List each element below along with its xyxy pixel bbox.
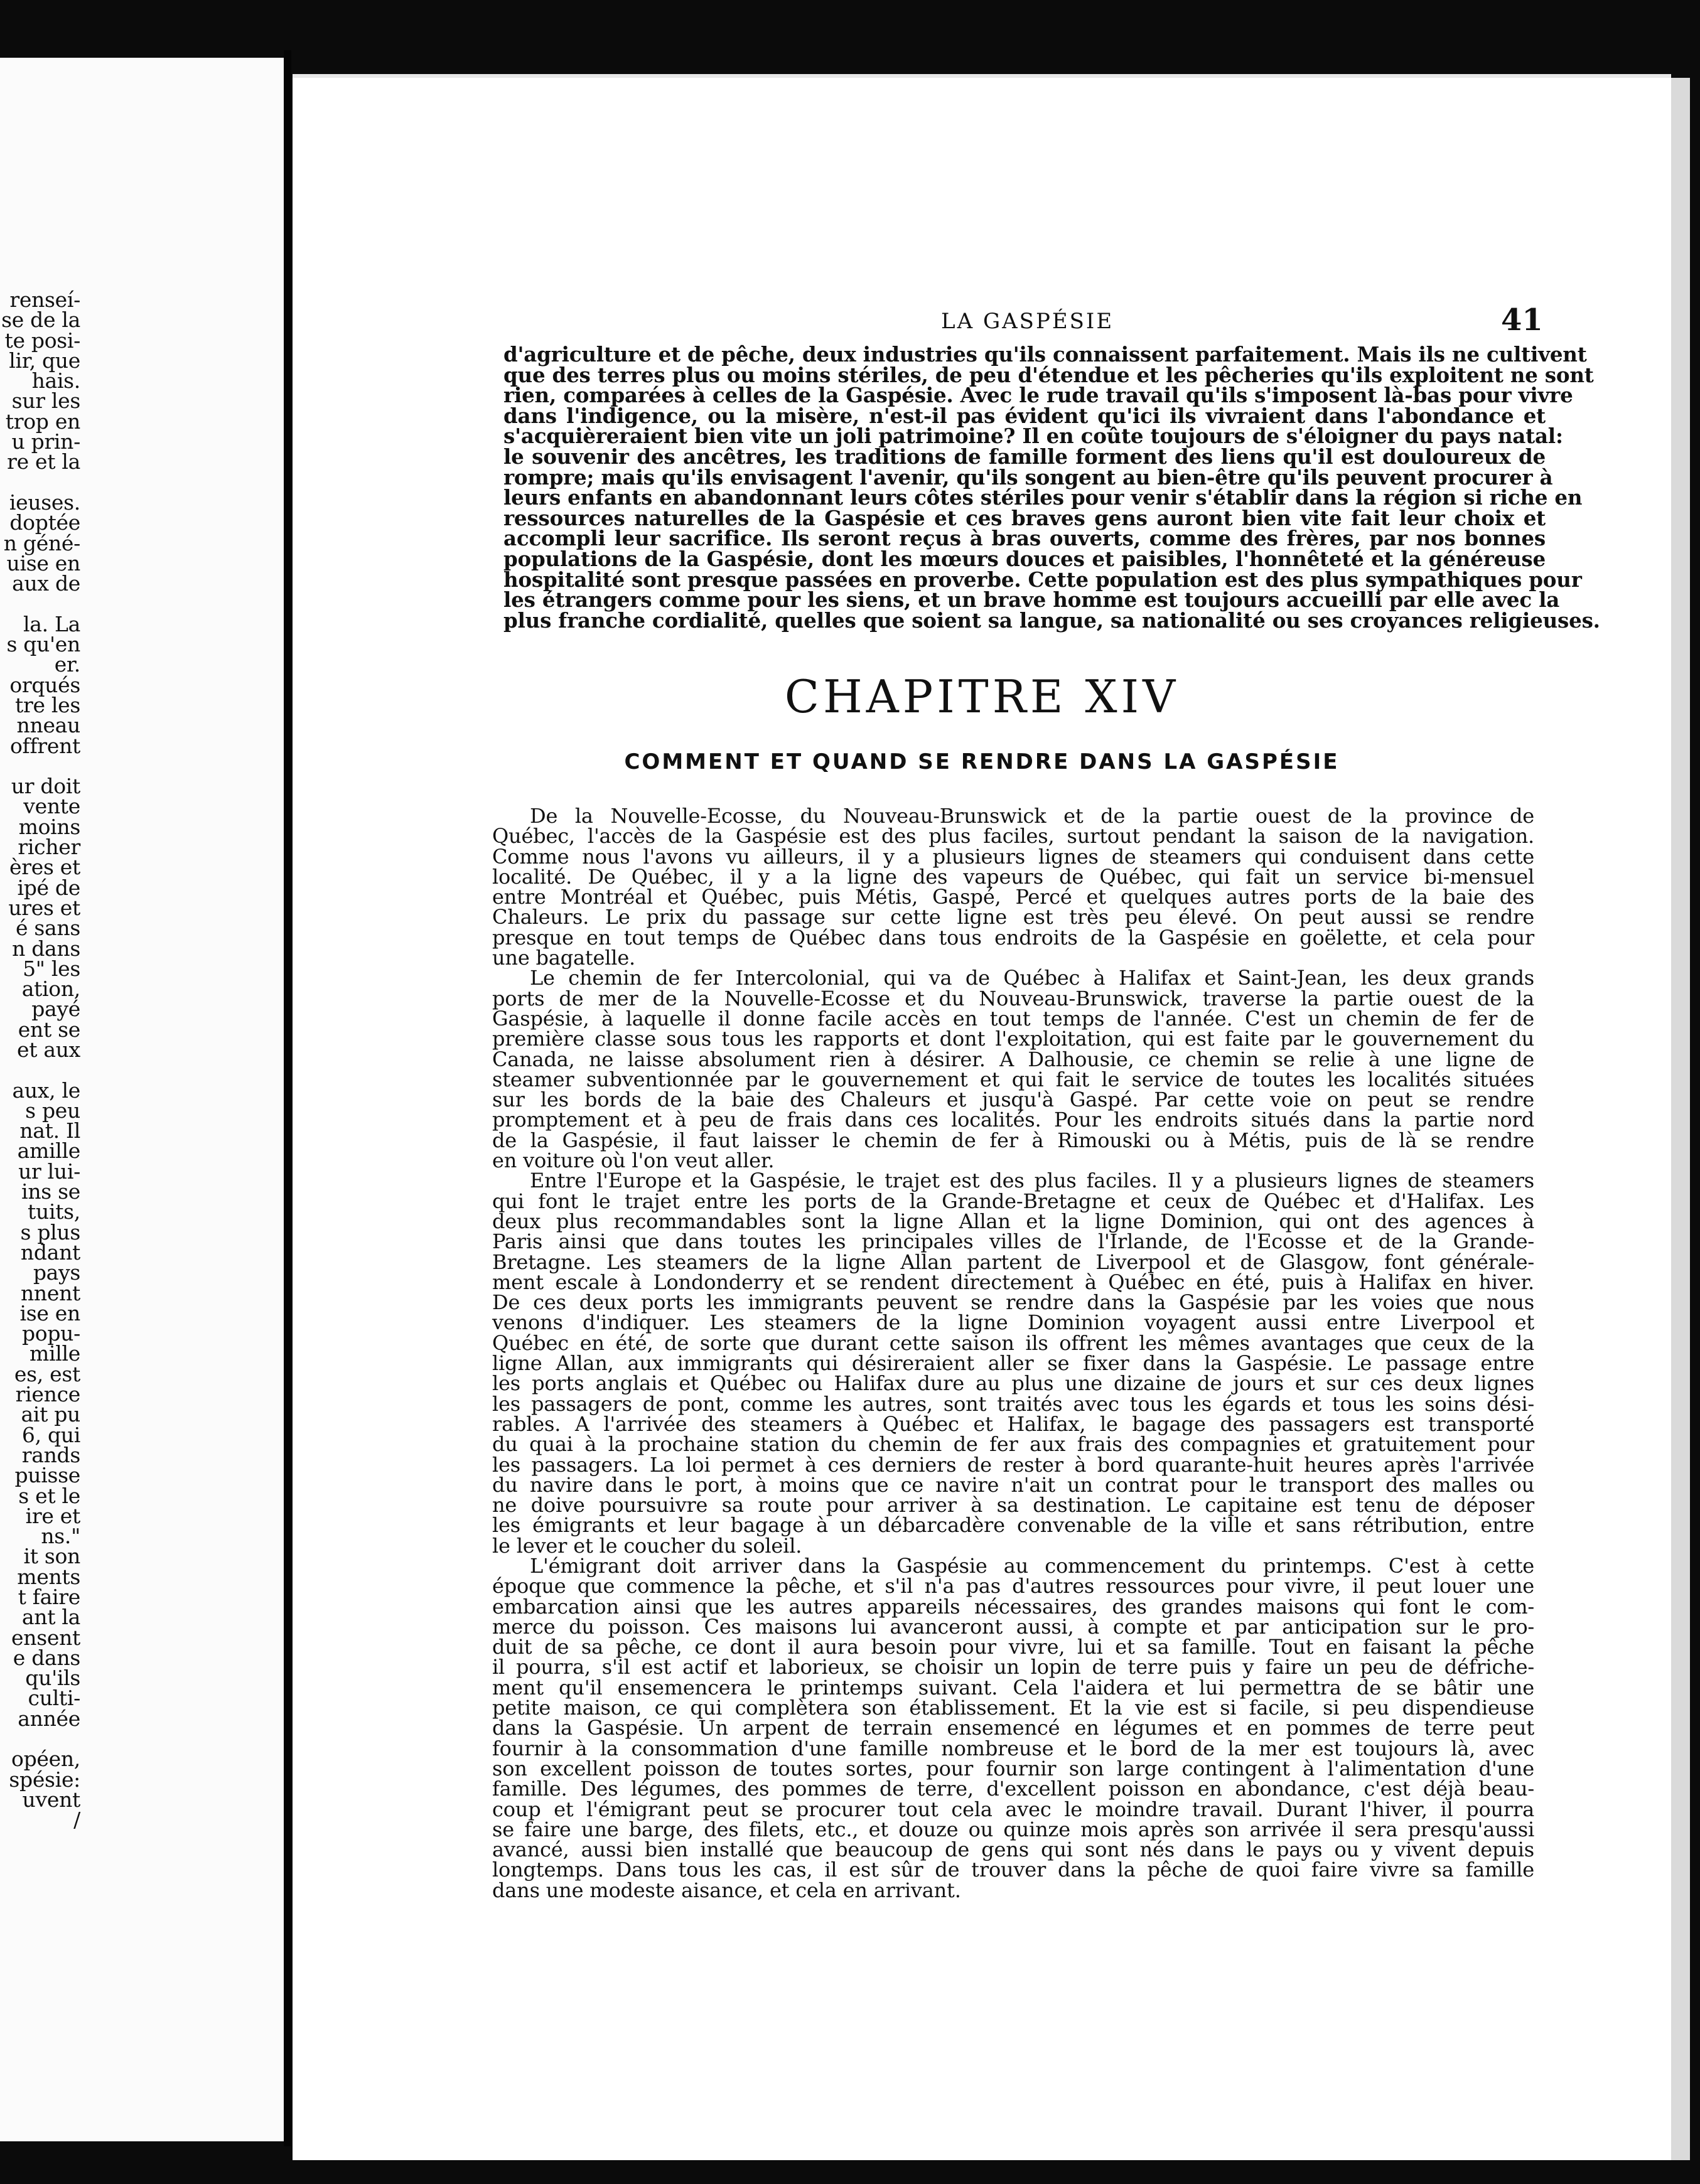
facing-page-fragment: nat. Il	[19, 1118, 80, 1143]
facing-page-fragment	[0, 1060, 80, 1080]
facing-page-fragment: trop en	[5, 409, 80, 434]
facing-page-fragment: ensent	[11, 1625, 80, 1650]
facing-page-fragment: ipé de	[17, 875, 80, 900]
paragraph-line: d'agriculture et de pêche, deux industries qu'ils connaissent parfaitement. Mais ils ne cultivent	[503, 342, 1587, 367]
facing-page-fragment: uise en	[6, 550, 80, 575]
paragraph-line: leurs enfants en abandonnant leurs côtes stériles pour venir s'établir dans la région si riche en	[503, 485, 1583, 510]
body-line: Gaspésie, à laquelle il donne facile accès en tout temps de l'année. C'est un chemin de fer de	[492, 1006, 1534, 1030]
facing-page-fragment: moins	[18, 814, 80, 839]
body-line: Québec en été, de sorte que durant cette saison ils offrent les mêmes avantages que ceux de la	[492, 1330, 1534, 1355]
facing-page-fragment: s qu'en	[6, 632, 80, 657]
facing-page-fragment: it son	[23, 1544, 80, 1569]
body-line: dans une modeste aisance, et cela en arrivant.	[492, 1878, 961, 1902]
body-line: famille. Des légumes, des pommes de terre, d'excellent poisson en abondance, c'est déjà beau-	[492, 1777, 1534, 1801]
page-41	[293, 74, 1671, 2160]
page-number: 41	[1501, 302, 1543, 338]
body-line: ligne Allan, aux immigrants qui désireraient aller se fixer dans la Gaspésie. Le passage entre	[492, 1351, 1534, 1376]
paragraph-line: rien, comparées à celles de la Gaspésie. Avec le rude travail qu'ils s'imposent là-bas pour vivre	[503, 383, 1573, 408]
facing-page-fragment: offrent	[9, 733, 80, 758]
facing-page-fragment: rands	[21, 1442, 80, 1467]
paragraph-line: s'acquièreraient bien vite un joli patrimoine? Il en coûte toujours de s'éloigner du pays natal:	[503, 424, 1563, 449]
paragraph-line: hospitalité sont presque passées en proverbe. Cette population est des plus sympathiques pour	[503, 567, 1582, 592]
facing-page-fragment: ire et	[25, 1503, 80, 1528]
body-line: époque que commence la pêche, et s'il n'a pas d'autres ressources pour vivre, il peut louer une	[492, 1574, 1534, 1598]
facing-page-fragment: aux, le	[12, 1078, 80, 1103]
chapter-subtitle: COMMENT ET QUAND SE RENDRE DANS LA GASPÉSIE	[624, 749, 1340, 774]
facing-page-fragment: mille	[30, 1341, 80, 1366]
body-line: son excellent poisson de toutes sortes, pour fournir son large contingent à l'alimentation d'une	[492, 1756, 1534, 1780]
body-line: coup et l'émigrant peut se procurer tout cela avec le moindre travail. Durant l'hiver, il pourra	[492, 1797, 1534, 1821]
facing-page-fragment: er.	[54, 652, 80, 677]
body-line: avancé, aussi bien installé que beaucoup de gens qui sont nés dans le pays ou y vivent depuis	[492, 1838, 1534, 1862]
body-line: fournir à la consommation d'une famille nombreuse et le bord de la mer est toujours là, avec	[492, 1736, 1534, 1760]
facing-page-fragment: ères et	[9, 855, 80, 880]
facing-page-fragment: 6, qui	[21, 1422, 80, 1447]
chapter-title: CHAPITRE XIV	[784, 670, 1180, 723]
facing-page-fragment: s plus	[20, 1219, 80, 1245]
facing-page-fragment: ant la	[21, 1605, 80, 1630]
paragraph-line: plus franche cordialité, quelles que soient sa langue, sa nationalité ou ses croyances religieuses.	[503, 608, 1600, 633]
body-line: le lever et le coucher du soleil.	[492, 1533, 802, 1558]
facing-page-fragment: doptée	[9, 510, 80, 535]
facing-page-fragment: ise en	[19, 1300, 80, 1325]
paragraph-line: dans l'indigence, ou la misère, n'est-il pas évident qu'ici ils vivraient dans l'abondance et	[503, 403, 1546, 428]
facing-page-fragment: et aux	[16, 1037, 80, 1062]
facing-page-fragment: é sans	[15, 916, 80, 941]
paragraph-line: populations de la Gaspésie, dont les mœurs douces et paisibles, l'honnêteté et la généreuse	[503, 546, 1546, 571]
paragraph-line: ressources naturelles de la Gaspésie et ces braves gens auront bien vite fait leur choix et	[503, 505, 1546, 530]
body-line: rables. A l'arrivée des steamers à Québec et Halifax, le bagage des passagers est transporté	[492, 1411, 1534, 1436]
facing-page-fragment: ins se	[21, 1179, 80, 1204]
facing-page-fragment: ments	[17, 1564, 80, 1589]
body-line: duit de sa pêche, ce dont il aura besoin pour vivre, lui et sa famille. Tout en faisant la pêche	[492, 1635, 1534, 1659]
facing-page-fragment: u prin-	[11, 429, 80, 454]
body-line: merce du poisson. Ces maisons lui avanceront aussi, à compte et par anticipation sur le pro-	[492, 1614, 1534, 1639]
continued-paragraph	[503, 342, 1600, 633]
facing-page-fragment: vente	[23, 794, 80, 819]
body-line: deux plus recommandables sont la ligne Allan et la ligne Dominion, qui ont des agences à	[492, 1209, 1534, 1233]
body-line: ne doive poursuivre sa route pour arriver à sa destination. Le capitaine est tenu de déposer	[492, 1493, 1534, 1518]
facing-page-fragment: ent se	[18, 1017, 80, 1042]
facing-page-fragment: spésie:	[9, 1767, 80, 1792]
chapter-body	[492, 806, 1534, 1900]
facing-page-left	[0, 58, 286, 2141]
body-line: de la Gaspésie, il faut laisser le chemin de fer à Rimouski ou à Métis, puis de là se rendre	[492, 1128, 1534, 1152]
facing-page-fragment: popu-	[21, 1321, 80, 1346]
body-line: longtemps. Dans tous les cas, il est sûr de trouver dans la pêche de quoi faire vivre sa famille	[492, 1858, 1534, 1882]
body-line: localité. De Québec, il y a la ligne des vapeurs de Québec, qui fait un service bi-mensuel	[492, 864, 1534, 889]
body-line: De ces deux ports les immigrants peuvent se rendre dans la Gaspésie par les voies que nous	[492, 1290, 1534, 1315]
body-line: embarcation ainsi que les autres appareils nécessaires, des grandes maisons qui font le com-	[492, 1594, 1534, 1619]
body-line: du navire dans le port, à moins que ce navire n'ait un contrat pour le transport des malles ou	[492, 1472, 1534, 1497]
facing-page-fragment: re et la	[7, 449, 80, 474]
facing-page-fragment: es, est	[14, 1361, 80, 1386]
facing-page-fragment: s et le	[18, 1483, 80, 1508]
facing-page-fragment: ur lui-	[18, 1159, 80, 1184]
facing-page-fragment: année	[18, 1706, 80, 1731]
body-line: entre Montréal et Québec, puis Métis, Gaspé, Percé et quelques autres ports de la baie des	[492, 885, 1534, 909]
body-line: en voiture où l'on veut aller.	[492, 1148, 775, 1173]
body-line: De la Nouvelle-Ecosse, du Nouveau-Brunswick et de la partie ouest de la province de	[530, 804, 1534, 828]
facing-page-fragment: hais.	[31, 368, 80, 393]
facing-page-fragment: renseí-	[9, 287, 80, 312]
facing-page-fragment: payé	[31, 997, 80, 1022]
body-line: qui font le trajet entre les ports de la Grande-Bretagne et ceux de Québec et d'Halifax. Les	[492, 1189, 1534, 1213]
paragraph-line: accompli leur sacrifice. Ils seront reçus à bras ouverts, comme des frères, par nos bonnes	[503, 526, 1546, 551]
facing-page-fragment: nnent	[20, 1280, 80, 1305]
facing-page-fragment: /	[73, 1807, 80, 1833]
body-line: Comme nous l'avons vu ailleurs, il y a plusieurs lignes de steamers qui conduisent dans cette	[492, 844, 1534, 869]
paragraph-line: rompre; mais qu'ils envisagent l'avenir, qu'ils songent au bien-être qu'ils peuvent procurer à	[503, 464, 1553, 490]
facing-page-fragment: aux de	[12, 571, 80, 596]
body-line: ment escale à Londonderry et se rendent directement à Québec en été, puis à Halifax en hiver.	[492, 1270, 1534, 1294]
running-head	[941, 297, 1380, 335]
facing-page-fragment	[0, 594, 80, 614]
body-line: première classe sous tous les rapports et dont l'exploitation, qui est faite par le gouvernement du	[492, 1027, 1534, 1051]
body-line: du quai à la prochaine station du chemin de fer aux frais des compagnies et gratuitement pour	[492, 1432, 1534, 1457]
body-line: se faire une barge, des filets, etc., et douze ou quinze mois après son arrivée il sera presqu'aussi	[492, 1817, 1534, 1841]
body-line: les ports anglais et Québec ou Halifax dure au plus une dizaine de jours et sur ces deux lignes	[492, 1371, 1534, 1396]
facing-page-fragment: ait pu	[21, 1402, 80, 1427]
body-line: presque en tout temps de Québec dans tous endroits de la Gaspésie en goëlette, et cela pour	[492, 925, 1534, 950]
body-line: dans la Gaspésie. Un arpent de terrain ensemencé en légumes et en pommes de terre peut	[492, 1716, 1534, 1740]
facing-page-fragment: te posi-	[4, 328, 80, 353]
facing-page-fragment: qu'ils	[25, 1666, 80, 1691]
facing-page-fragment: nneau	[16, 713, 80, 738]
facing-page-fragment: ieuses.	[9, 490, 80, 515]
body-line: les passagers de pont, comme les autres, sont traités avec tous les égards et tous les soins dési-	[492, 1391, 1534, 1416]
facing-page-fragment: richer	[18, 835, 80, 860]
facing-page-fragment: pays	[33, 1260, 80, 1285]
body-line: les émigrants et leur bagage à un débarcadère convenable de la ville et sans rétribution, entre	[492, 1513, 1534, 1538]
body-line: ports de mer de la Nouvelle-Ecosse et du Nouveau-Brunswick, traverse la partie ouest de la	[492, 986, 1534, 1010]
facing-page-fragment: puisse	[14, 1463, 80, 1488]
facing-page-fragment: orqués	[9, 672, 80, 697]
facing-page-fragment: n géné-	[3, 530, 80, 555]
facing-page-fragment: ns."	[41, 1524, 80, 1549]
body-line: Chaleurs. Le prix du passage sur cette ligne est très peu élevé. On peut aussi se rendre	[492, 905, 1534, 929]
facing-page-fragment: ur doit	[11, 774, 80, 799]
paragraph-line: que des terres plus ou moins stériles, de peu d'étendue et les pêcheries qu'ils exploitent ne sont	[503, 362, 1594, 387]
paragraph-line: le souvenir des ancêtres, les traditions de famille forment des liens qu'il est douloureux de	[503, 444, 1546, 469]
facing-page-fragment: rience	[15, 1382, 80, 1407]
paragraph-line: les étrangers comme pour les siens, et un brave homme est toujours accueilli par elle avec la	[503, 587, 1560, 613]
body-line: Canada, ne laisse absolument rien à désirer. A Dalhousie, ce chemin se relie à une ligne de	[492, 1047, 1534, 1071]
body-line: Bretagne. Les steamers de la ligne Allan partent de Liverpool et de Glasgow, font générale-	[492, 1250, 1534, 1274]
facing-page-fragment: tre les	[15, 692, 80, 717]
body-line: promptement et à peu de frais dans ces localités. Pour les endroits situés dans la partie nord	[492, 1108, 1534, 1132]
facing-page-fragment: culti-	[28, 1686, 80, 1711]
running-title: LA GASPÉSIE	[941, 309, 1114, 334]
book-gutter	[284, 50, 291, 2146]
body-line: Québec, l'accès de la Gaspésie est des plus faciles, surtout pendant la saison de la navigation.	[492, 824, 1534, 848]
facing-page-fragment: lir, que	[9, 348, 80, 373]
facing-page-fragment: n dans	[12, 936, 80, 961]
body-line: L'émigrant doit arriver dans la Gaspésie au commencement du printemps. C'est à cette	[530, 1553, 1534, 1578]
body-line: sur les bords de la baie des Chaleurs et jusqu'à Gaspé. Par cette voie on peut se rendre	[492, 1088, 1534, 1112]
body-line: petite maison, ce qui complètera son établissement. Et la vie est si facile, si peu dispendieuse	[492, 1696, 1534, 1720]
facing-page-fragment: la. La	[23, 611, 80, 636]
body-line: Entre l'Europe et la Gaspésie, le trajet est des plus faciles. Il y a plusieurs lignes de steamers	[530, 1169, 1534, 1193]
body-line: il pourra, s'il est actif et laborieux, se choisir un lopin de terre puis y faire un peu de défriche-	[492, 1655, 1534, 1679]
facing-page-fragment: tuits,	[28, 1199, 80, 1224]
facing-page-fragment: ndant	[20, 1239, 80, 1265]
body-line: steamer subventionnée par le gouvernement et qui fait le service de toutes les localités situées	[492, 1067, 1534, 1091]
body-line: Paris ainsi que dans toutes les principales villes de l'Irlande, de l'Ecosse et de la Grande-	[492, 1229, 1534, 1254]
facing-page-fragment: opéen,	[11, 1747, 80, 1772]
page-edge	[1671, 78, 1690, 2160]
facing-page-fragment: sur les	[11, 388, 80, 414]
facing-page-text-fragments	[0, 287, 80, 1833]
facing-page-fragment: ures et	[8, 895, 80, 920]
body-line: une bagatelle.	[492, 946, 636, 970]
body-line: ment qu'il ensemencera le printemps suivant. Cela l'aidera et lui permettra de se bâtir une	[492, 1675, 1534, 1700]
facing-page-fragment: s peu	[25, 1098, 80, 1123]
facing-page-fragment: 5" les	[23, 956, 80, 981]
facing-page-fragment: amille	[17, 1138, 80, 1164]
facing-page-fragment: se de la	[1, 308, 80, 333]
body-line: les passagers. La loi permet à ces derniers de rester à bord quarante-huit heures après l'arrivée	[492, 1452, 1534, 1477]
facing-page-fragment: t faire	[18, 1585, 80, 1609]
facing-page-fragment: uvent	[22, 1787, 80, 1812]
body-line: venons d'indiquer. Les steamers de la ligne Dominion voyagent aussi entre Liverpool et	[492, 1310, 1534, 1335]
facing-page-fragment: ation,	[21, 977, 80, 1002]
body-line: Le chemin de fer Intercolonial, qui va de Québec à Halifax et Saint-Jean, les deux grands	[530, 966, 1534, 990]
facing-page-fragment: e dans	[13, 1645, 80, 1670]
